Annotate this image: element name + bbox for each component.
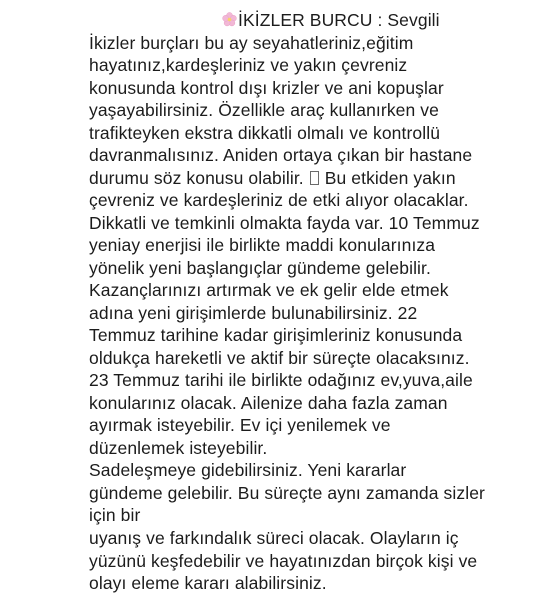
text-line: Dikkatli ve temkinli olmakta fayda var. 10 Temmuz [89,212,480,233]
text-line: yönelik yeni başlangıçlar gündeme gelebilir. [89,257,431,278]
text-line: yaşayabilirsiniz. Özellikle araç kullanırken ve [89,100,439,121]
text-line: Sadeleşmeye gidebilirsiniz. Yeni kararlar [89,460,407,481]
text-line: trafikteyken ekstra dikkatli olmalı ve kontrollü [89,122,441,143]
text-line: ayırmak isteyebilir. Ev içi yenilemek ve [89,415,391,436]
text-line: düzenlemek isteyebilir. [89,437,268,458]
text-line: Kazançlarınızı artırmak ve ek gelir elde etmek [89,280,449,301]
text-line: Temmuz tarihine kadar girişimleriniz konusunda [89,325,463,346]
text-line: oldukça hareketli ve aktif bir süreçte olacaksınız. [89,347,470,368]
text-line: uyanış ve farkındalık süreci olacak. Olayların iç [89,528,459,548]
text-fragment: durumu söz konusu olabilir. [89,167,304,188]
text-line: çevreniz ve kardeşleriniz de etki alıyor olacaklar. [89,190,469,211]
cherry-blossom-icon [222,12,237,27]
text-fragment: Bu etkiden yakın [324,167,456,188]
text-line: yüzünü keşfedebilir ve hayatınızdan birçok kişi ve [89,550,478,571]
text-line: davranmalısınız. Aniden ortaya çıkan bir hastane [89,145,473,166]
text-line: olayı eleme kararı alabilirsiniz. [89,573,327,593]
text-line: adına yeni girişimlerde bulunabilirsiniz. 22 [89,302,418,323]
text-line: 23 Temmuz tarihi ile birlikte odağınız ev,yuva,aile [89,370,473,391]
text-line: konusunda kontrol dışı krizler ve ani kopuşlar [89,77,444,98]
title-line [222,9,440,31]
text-line: için bir [89,505,141,526]
document-title: İKİZLER BURCU : Sevgili [238,10,440,30]
text-line: gündeme gelebilir. Bu süreçte aynı zamanda sizler [89,482,485,503]
text-line: konularınız olacak. Ailenize daha fazla zaman [89,392,448,413]
text-line: İkizler burçları bu ay seyahatleriniz,eğitim [89,32,414,53]
text-line [89,167,456,189]
text-line: hayatınız,kardeşleriniz ve yakın çevreniz [89,55,408,75]
text-line: yeniay enerjisi ile birlikte maddi konularınıza [89,235,436,256]
missing-glyph-box-icon [310,171,319,185]
